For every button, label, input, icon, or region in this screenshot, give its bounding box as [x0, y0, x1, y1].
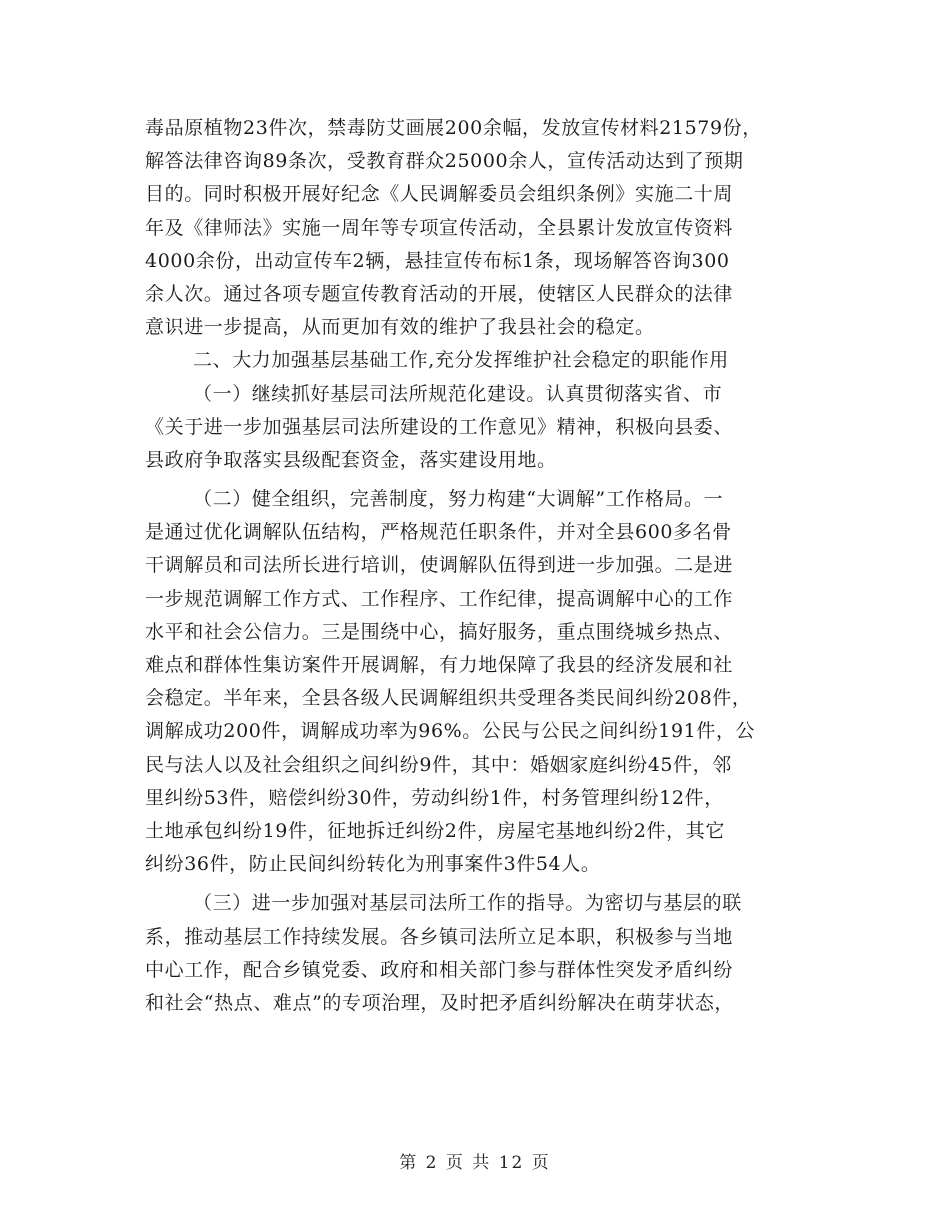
- page-number-footer: 第 2 页 共 12 页: [399, 1153, 551, 1173]
- text-line: 难点和群体性集访案件开展调解，有力地保障了我县的经济发展和社: [145, 654, 734, 676]
- text-line: 4000余份，出动宣传车2辆，悬挂宣传布标1条，现场解答咨询300: [145, 249, 730, 272]
- text-line: 年及《律师法》实施一周年等专项宣传活动，全县累计发放宣传资料: [145, 216, 734, 239]
- text-line: （二）健全组织，完善制度，努力构建“大调解”工作格局。一: [193, 488, 724, 511]
- text-line: 余人次。通过各项专题宣传教育活动的开展，使辖区人民群众的法律: [145, 282, 734, 305]
- text-line: 干调解员和司法所长进行培训，使调解队伍得到进一步加强。二是进: [145, 554, 734, 577]
- text-line: 毒品原植物23件次，禁毒防艾画展200余幅，发放宣传材料21579份，: [145, 117, 762, 139]
- text-line: （一）继续抓好基层司法所规范化建设。认真贯彻落实省、市: [193, 382, 723, 405]
- text-line: 土地承包纠纷19件，征地拆迁纠纷2件，房屋宅基地纠纷2件，其它: [145, 819, 725, 842]
- paragraph-mediation-structure: [145, 483, 810, 881]
- text-line: 解答法律咨询89条次，受教育群众25000余人，宣传活动达到了预期: [145, 150, 744, 173]
- document-body: [145, 112, 810, 1020]
- text-line: 会稳定。半年来，全县各级人民调解组织共受理各类民间纠纷208件，: [145, 687, 752, 710]
- text-line: 意识进一步提高，从而更加有效的维护了我县社会的稳定。: [145, 316, 655, 339]
- text-line: 和社会“热点、难点”的专项治理，及时把矛盾纠纷解决在萌芽状态，: [145, 991, 735, 1014]
- text-line: 《关于进一步加强基层司法所建设的工作意见》精神，积极向县委、: [145, 415, 734, 438]
- paragraph-judicial-office-construction: [145, 378, 810, 478]
- text-line: （三）进一步加强对基层司法所工作的指导。为密切与基层的联: [193, 892, 742, 915]
- text-line: 目的。同时积极开展好纪念《人民调解委员会组织条例》实施二十周: [145, 183, 734, 206]
- text-line: 里纠纷53件，赔偿纠纷30件，劳动纠纷1件，村务管理纠纷12件，: [145, 786, 724, 809]
- text-line: 是通过优化调解队伍结构，严格规范任职条件，并对全县600多名骨: [145, 521, 732, 544]
- text-line: 民与法人以及社会组织之间纠纷9件，其中：婚姻家庭纠纷45件，邻: [145, 753, 732, 776]
- text-line: 纠纷36件，防止民间纠纷转化为刑事案件3件54人。: [145, 853, 601, 876]
- section-heading-2: 二、大力加强基层基础工作,充分发挥维护社会稳定的职能作用: [193, 349, 729, 372]
- paragraph-guidance: [145, 887, 810, 1020]
- text-line: 调解成功200件，调解成功率为96%。公民与公民之间纠纷191件，公: [145, 720, 756, 743]
- text-line: 一步规范调解工作方式、工作程序、工作纪律，提高调解中心的工作: [145, 587, 734, 610]
- text-line: 县政府争取落实县级配套资金，落实建设用地。: [145, 448, 557, 471]
- text-line: 水平和社会公信力。三是围绕中心，搞好服务，重点围绕城乡热点、: [145, 620, 734, 643]
- text-line: 中心工作，配合乡镇党委、政府和相关部门参与群体性突发矛盾纠纷: [145, 958, 734, 981]
- paragraph-propaganda-results: [145, 112, 810, 344]
- text-line: 系，推动基层工作持续发展。各乡镇司法所立足本职，积极参与当地: [145, 925, 734, 948]
